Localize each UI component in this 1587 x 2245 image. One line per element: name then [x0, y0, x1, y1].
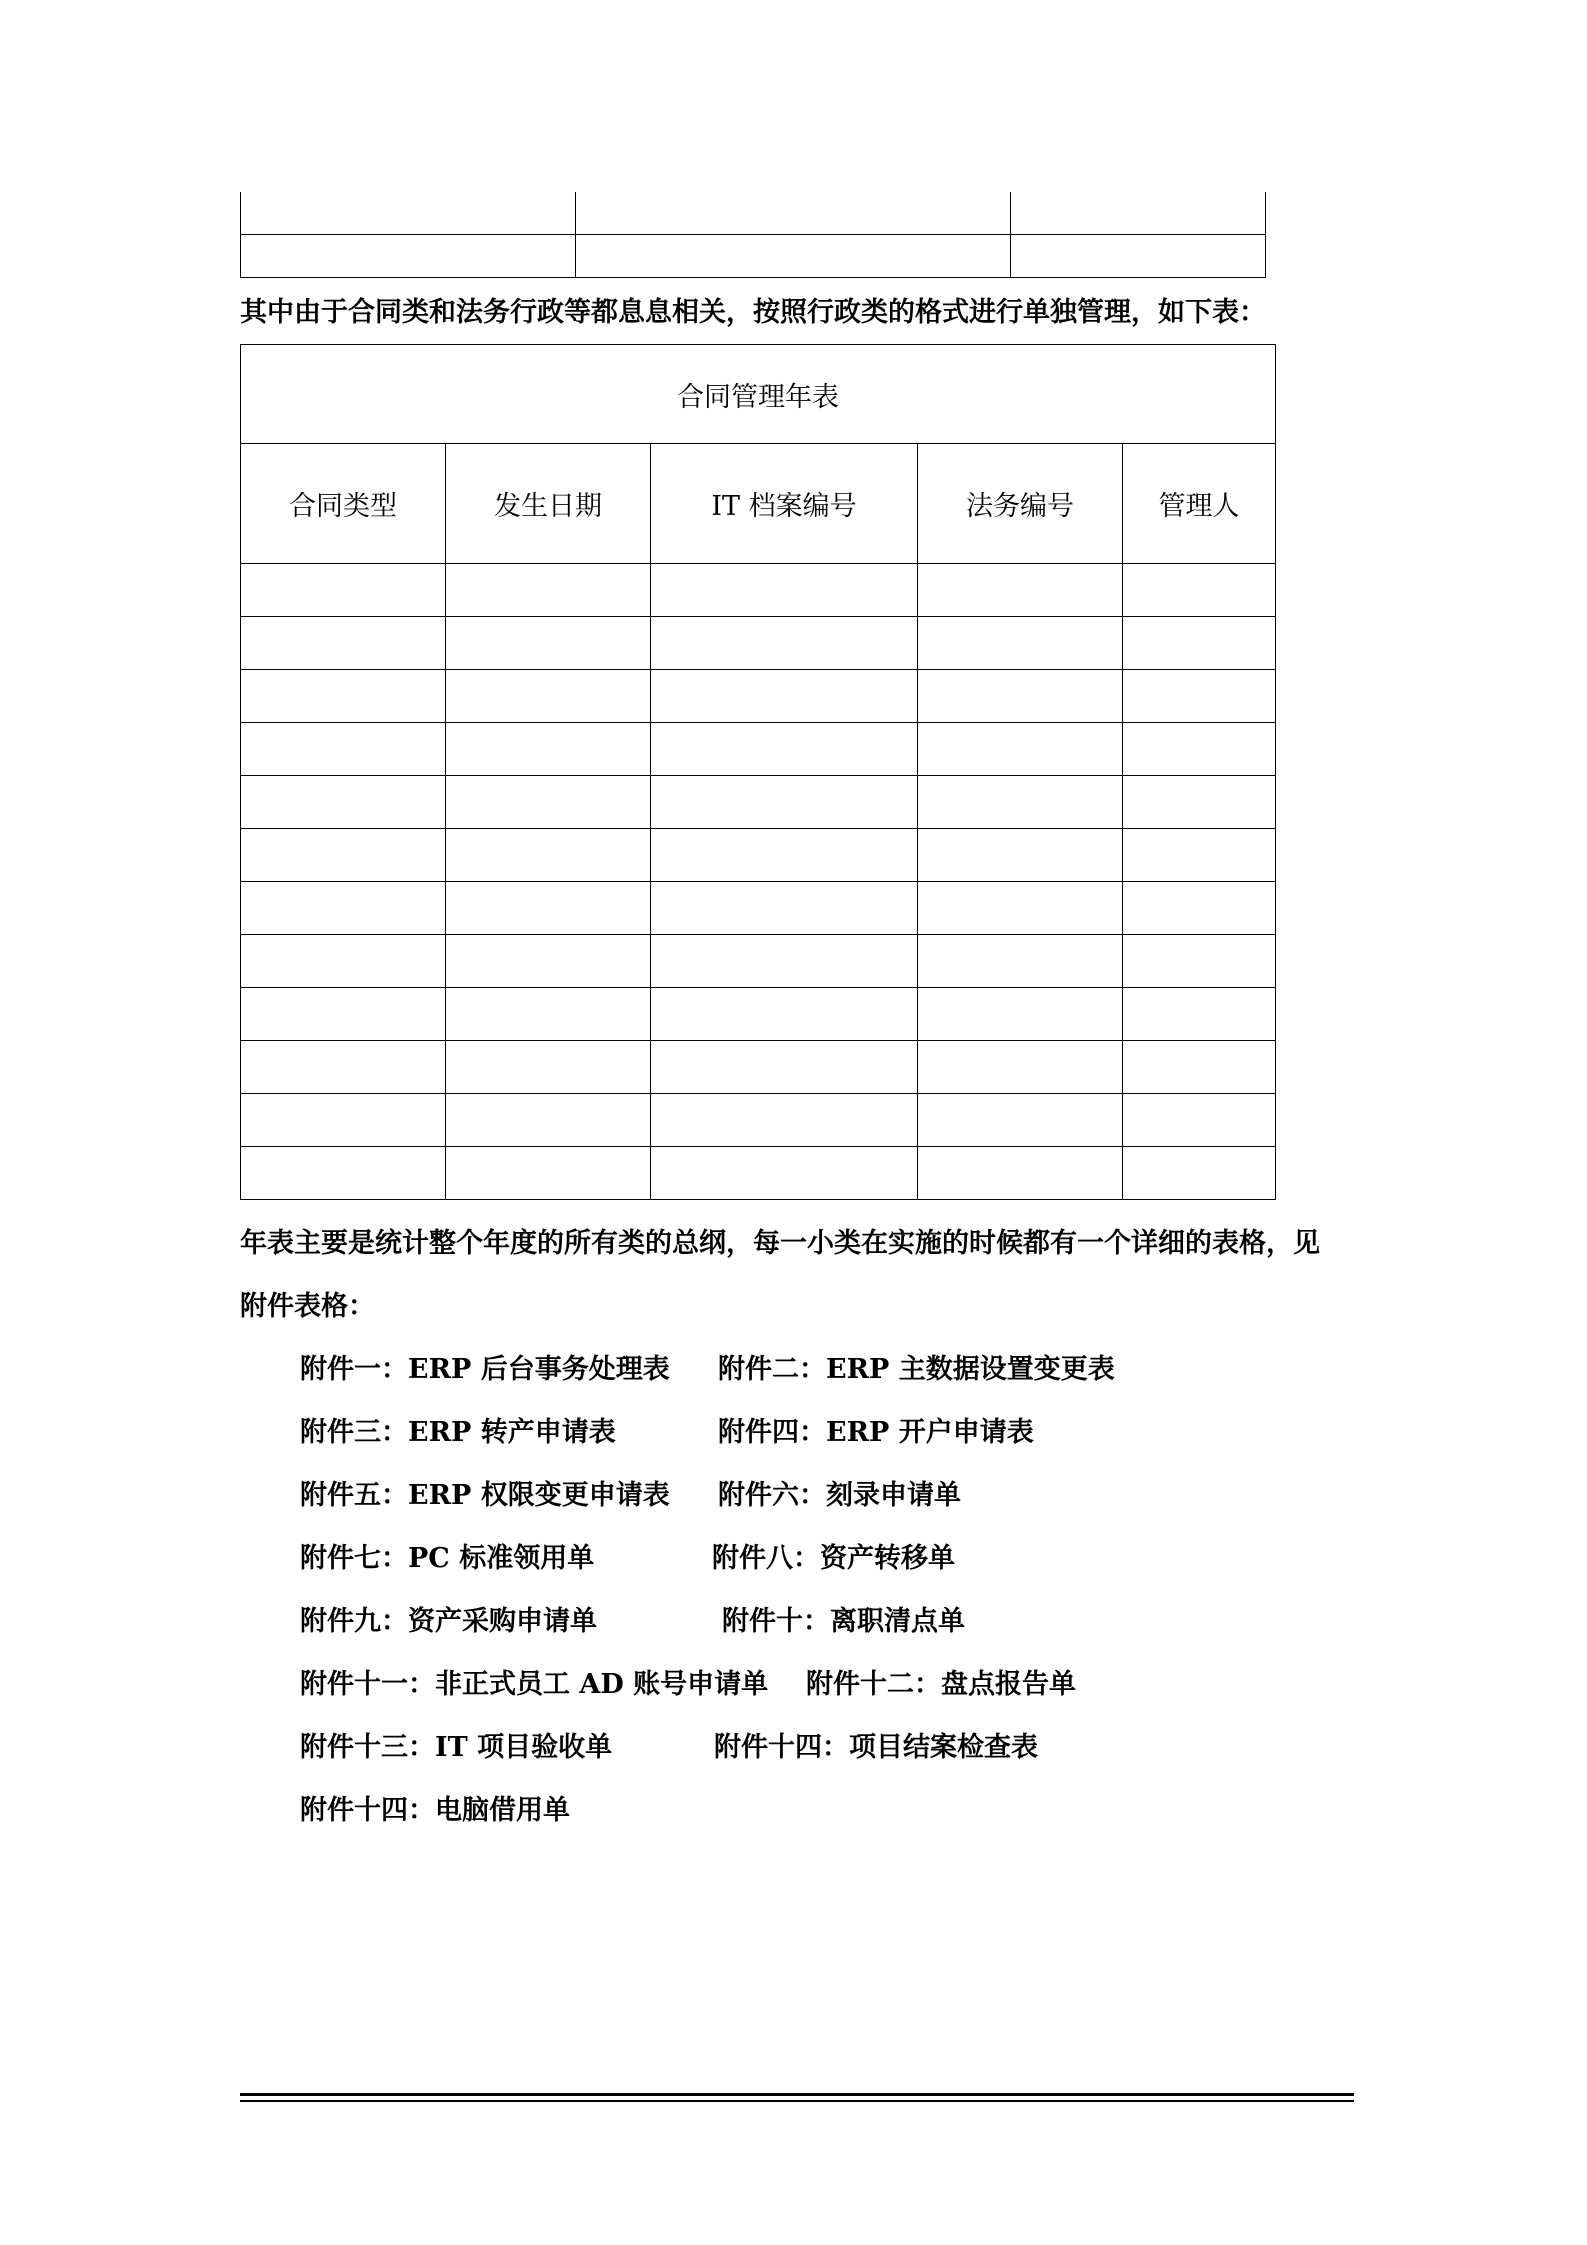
table-cell — [1011, 192, 1266, 235]
header-legal-no: 法务编号 — [918, 444, 1123, 564]
table-cell — [241, 670, 446, 723]
table-cell — [651, 723, 918, 776]
table-cell — [651, 564, 918, 617]
table-cell — [1123, 1147, 1276, 1200]
table-title-row — [241, 345, 1276, 444]
table-cell — [918, 723, 1123, 776]
table-cell — [651, 1041, 918, 1094]
attachment-10: 附件十：离职清点单 — [722, 1606, 965, 1637]
table-row — [241, 988, 1276, 1041]
table-cell — [241, 192, 576, 235]
table-cell — [1123, 723, 1276, 776]
intro-paragraph: 其中由于合同类和法务行政等都息息相关，按照行政类的格式进行单独管理，如下表： — [240, 297, 1266, 328]
table-row — [241, 723, 1276, 776]
table-cell — [241, 617, 446, 670]
table-row — [241, 776, 1276, 829]
table-cell — [918, 935, 1123, 988]
header-it-archive-no: IT 档案编号 — [651, 444, 918, 564]
attachment-4: 附件四：ERP 开户申请表 — [718, 1417, 1034, 1448]
table-row — [241, 1094, 1276, 1147]
attachment-8: 附件八：资产转移单 — [712, 1543, 955, 1574]
table-cell — [651, 617, 918, 670]
attachment-15: 附件十四：电脑借用单 — [300, 1795, 570, 1826]
table-cell — [918, 988, 1123, 1041]
header-date: 发生日期 — [446, 444, 651, 564]
table-cell — [1123, 935, 1276, 988]
table-cell — [446, 776, 651, 829]
table-cell — [576, 192, 1011, 235]
table-cell — [1123, 988, 1276, 1041]
table-cell — [918, 564, 1123, 617]
table-cell — [1123, 776, 1276, 829]
table-cell — [651, 670, 918, 723]
top-table — [240, 192, 1266, 278]
table-cell — [446, 882, 651, 935]
attachment-13: 附件十三：IT 项目验收单 — [300, 1732, 613, 1763]
table-cell — [1123, 1041, 1276, 1094]
table-cell — [241, 564, 446, 617]
table-cell — [241, 235, 576, 278]
attachment-3: 附件三：ERP 转产申请表 — [300, 1417, 616, 1448]
attachment-2: 附件二：ERP 主数据设置变更表 — [718, 1354, 1115, 1385]
table-cell — [651, 935, 918, 988]
attachment-14: 附件十四：项目结案检查表 — [714, 1732, 1038, 1763]
table-cell — [241, 776, 446, 829]
table-cell — [1123, 670, 1276, 723]
table-row — [241, 882, 1276, 935]
table-cell — [918, 617, 1123, 670]
table-row — [241, 192, 1266, 235]
table-cell — [651, 1094, 918, 1147]
table-cell — [918, 829, 1123, 882]
table-cell — [446, 670, 651, 723]
table-cell — [241, 1147, 446, 1200]
table-cell — [446, 1147, 651, 1200]
table-row — [241, 935, 1276, 988]
table-row — [241, 670, 1276, 723]
table-cell — [241, 1041, 446, 1094]
table-cell — [918, 1041, 1123, 1094]
table-cell — [651, 776, 918, 829]
table-cell — [241, 829, 446, 882]
summary-line-1: 年表主要是统计整个年度的所有类的总纲，每一小类在实施的时候都有一个详细的表格，见 — [240, 1228, 1320, 1259]
table-cell — [446, 723, 651, 776]
table-cell — [1123, 564, 1276, 617]
attachment-9: 附件九：资产采购申请单 — [300, 1606, 597, 1637]
table-row — [241, 235, 1266, 278]
table-cell — [1123, 829, 1276, 882]
table-header-row — [241, 444, 1276, 564]
table-cell — [241, 1094, 446, 1147]
summary-line-2: 附件表格： — [240, 1291, 375, 1322]
table-cell — [446, 564, 651, 617]
table-cell — [241, 882, 446, 935]
table-cell — [651, 829, 918, 882]
table-title: 合同管理年表 — [241, 345, 1276, 444]
attachment-1: 附件一：ERP 后台事务处理表 — [300, 1354, 670, 1385]
table-cell — [576, 235, 1011, 278]
contract-table — [240, 344, 1276, 1200]
table-cell — [1123, 617, 1276, 670]
table-cell — [241, 988, 446, 1041]
attachment-11: 附件十一：非正式员工 AD 账号申请单 — [300, 1669, 769, 1700]
header-contract-type: 合同类型 — [241, 444, 446, 564]
footer-rule — [240, 2093, 1354, 2096]
attachment-12: 附件十二：盘点报告单 — [806, 1669, 1076, 1700]
table-row — [241, 1041, 1276, 1094]
footer-rule-thin — [240, 2100, 1354, 2102]
table-row — [241, 1147, 1276, 1200]
attachment-6: 附件六：刻录申请单 — [718, 1480, 961, 1511]
table-cell — [918, 1147, 1123, 1200]
header-manager: 管理人 — [1123, 444, 1276, 564]
table-cell — [918, 670, 1123, 723]
table-cell — [446, 617, 651, 670]
table-cell — [446, 829, 651, 882]
table-cell — [1011, 235, 1266, 278]
table-cell — [918, 1094, 1123, 1147]
table-cell — [918, 776, 1123, 829]
table-cell — [918, 882, 1123, 935]
table-row — [241, 617, 1276, 670]
table-row — [241, 564, 1276, 617]
table-cell — [1123, 882, 1276, 935]
table-cell — [651, 882, 918, 935]
table-cell — [651, 988, 918, 1041]
table-cell — [1123, 1094, 1276, 1147]
table-cell — [446, 1041, 651, 1094]
attachment-5: 附件五：ERP 权限变更申请表 — [300, 1480, 670, 1511]
table-cell — [446, 988, 651, 1041]
table-cell — [446, 1094, 651, 1147]
attachment-7: 附件七：PC 标准领用单 — [300, 1543, 595, 1574]
table-cell — [241, 935, 446, 988]
table-row — [241, 829, 1276, 882]
table-cell — [446, 935, 651, 988]
table-cell — [651, 1147, 918, 1200]
table-cell — [241, 723, 446, 776]
